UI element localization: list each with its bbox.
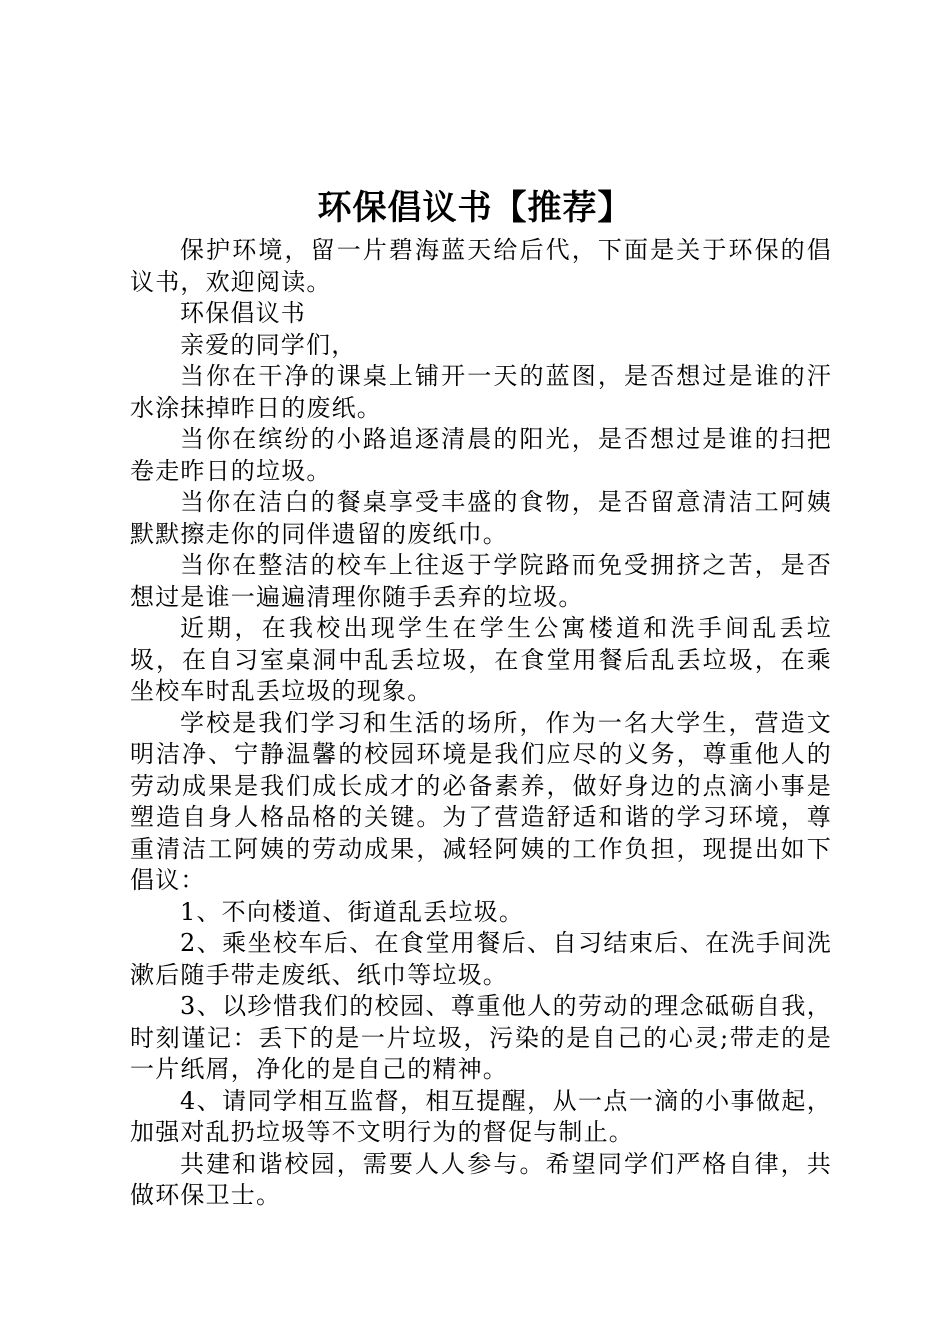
proposal-item-3: 3、以珍惜我们的校园、尊重他人的劳动的理念砥砺自我，时刻谨记：丢下的是一片垃圾，污染的是自己的心灵;带走的是一片纸屑，净化的是自己的精神。 bbox=[130, 992, 832, 1083]
body-paragraph: 当你在缤纷的小路追逐清晨的阳光，是否想过是谁的扫把卷走昨日的垃圾。 bbox=[130, 425, 832, 485]
body-paragraph: 当你在整洁的校车上往返于学院路而免受拥挤之苦，是否想过是谁一遍遍清理你随手丢弃的垃圾。 bbox=[130, 551, 832, 611]
letter-heading: 环保倡议书 bbox=[180, 299, 306, 327]
proposal-item-1: 1、不向楼道、街道乱丢垃圾。 bbox=[180, 897, 525, 926]
document-body bbox=[130, 235, 832, 1212]
proposal-item-4: 4、请同学相互监督，相互提醒，从一点一滴的小事做起，加强对乱扔垃圾等不文明行为的督促与制止。 bbox=[130, 1086, 832, 1146]
closing-paragraph: 共建和谐校园，需要人人参与。希望同学们严格自律，共做环保卫士。 bbox=[130, 1149, 832, 1209]
proposal-item-2: 2、乘坐校车后、在食堂用餐后、自习结束后、在洗手间洗漱后随手带走废纸、纸巾等垃圾。 bbox=[130, 929, 832, 989]
body-paragraph: 学校是我们学习和生活的场所，作为一名大学生，营造文明洁净、宁静温馨的校园环境是我们应尽的义务，尊重他人的劳动成果是我们成长成才的必备素养，做好身边的点滴小事是塑造自身人格品格的关键。为了营造舒适和谐的学习环境，尊重清洁工阿姨的劳动成果，减轻阿姨的工作负担，现提出如下倡议： bbox=[130, 708, 832, 894]
intro-paragraph: 保护环境，留一片碧海蓝天给后代，下面是关于环保的倡议书，欢迎阅读。 bbox=[130, 236, 832, 296]
body-paragraph: 近期，在我校出现学生在学生公寓楼道和洗手间乱丢垃圾，在自习室桌洞中乱丢垃圾，在食堂用餐后乱丢垃圾，在乘坐校车时乱丢垃圾的现象。 bbox=[130, 614, 832, 705]
document-title: 环保倡议书【推荐】 bbox=[317, 188, 633, 228]
salutation: 亲爱的同学们， bbox=[180, 330, 357, 359]
body-paragraph: 当你在洁白的餐桌享受丰盛的食物，是否留意清洁工阿姨默默擦走你的同伴遗留的废纸巾。 bbox=[130, 488, 832, 548]
body-paragraph: 当你在干净的课桌上铺开一天的蓝图，是否想过是谁的汗水涂抹掉昨日的废纸。 bbox=[130, 362, 832, 422]
